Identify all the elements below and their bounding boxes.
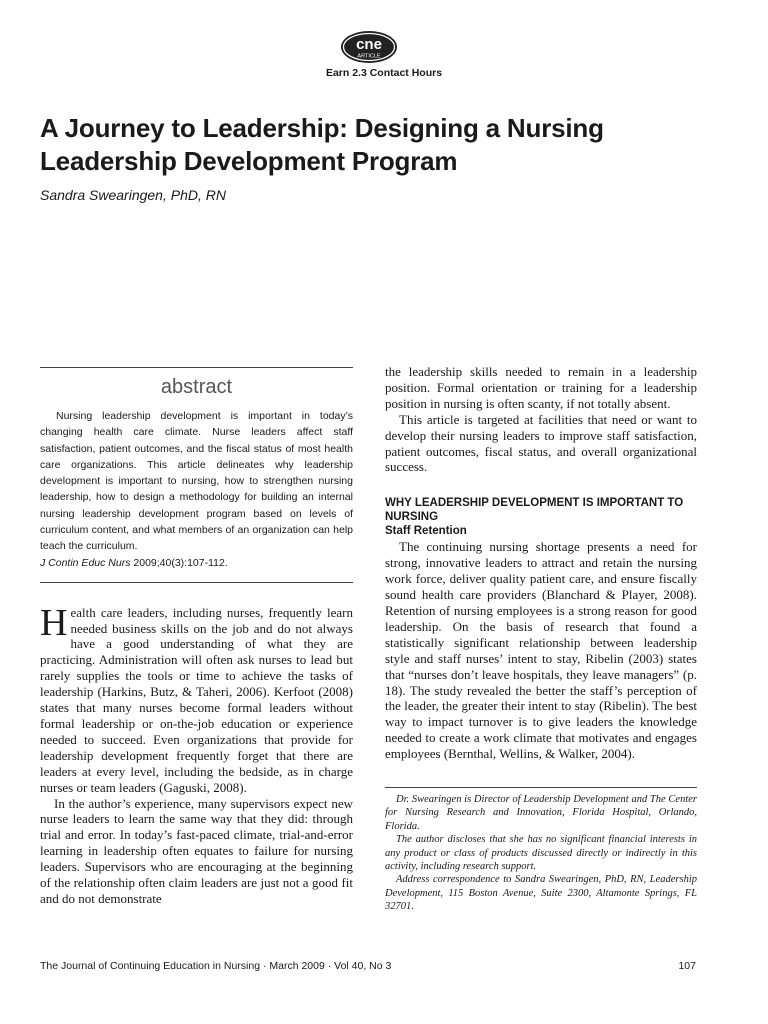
footer-journal-info: The Journal of Continuing Education in Nursing · March 2009 · Vol 40, No 3 [40, 960, 392, 972]
citation-journal: J Contin Educ Nurs [40, 556, 131, 569]
contact-hours-label: Earn 2.3 Contact Hours [325, 67, 443, 79]
body-paragraph-2: In the author’s experience, many supervisors expect new nurse leaders to learn the same way that they did: through trial and error. In today’s fast-paced climate, trial-and-error learning in leadership often equates to failure for nursing leaders. Supervisors who are encouraging at the beginning of the relationship often claim leaders are just not a good fit and do not demonstrate [40, 795, 353, 906]
body-paragraph-3: the leadership skills needed to remain in a leadership position. Formal orientation or training for a leadership position in nursing is often scanty, if not totally absent. [385, 364, 697, 411]
intro-paragraph-text: ealth care leaders, including nurses, frequently learn needed business skills on the job and do not always have a good understanding of what they are practicing. Administration will often ask nurses to lead but rarely supplies the tools or time to achieve the tasks of leadership (Harkins, Butz, & Taheri, 2006). Kerfoot (2008) states that many nurses become formal leaders without formal leadership or on-the-job education or experience needed to succeed. Even organizations that provide for leadership development frequently forget that there are leaders at every level, including the bedside, as in charge nurses or team leaders (Gaguski, 2008). [40, 604, 353, 795]
intro-paragraph [40, 601, 353, 796]
badge-sub-text: ARTICLE [357, 53, 381, 60]
article-title: A Journey to Leadership: Designing a Nursing Leadership Development Program [40, 113, 604, 176]
section-heading: WHY LEADERSHIP DEVELOPMENT IS IMPORTANT TO NURSING [385, 497, 684, 524]
abstract-citation [40, 555, 353, 571]
author-note-affiliation: Dr. Swearingen is Director of Leadership Development and The Center for Nursing Research and Innovation, Florida Hospital, Orlando, Florida. [385, 794, 697, 832]
drop-cap: H [40, 601, 68, 644]
abstract-top-rule [40, 367, 353, 368]
abstract-text: Nursing leadership development is important in today’s changing health care climate. Nurse leaders affect staff satisfaction, patient outcomes, and the fiscal status of most health care organizations. This article delineates why leadership development is important to nursing, how to strengthen nursing leadership, how to design a methodology for building an internal nursing leadership development program based on levels of curriculum content, and what members of an organization can help teach the curriculum. [40, 410, 353, 553]
cne-article-badge [340, 30, 398, 64]
subsection-heading: Staff Retention [385, 525, 467, 538]
author-note-correspondence: Address correspondence to Sandra Swearingen, PhD, RN, Leadership Development, 115 Boston Avenue, Suite 2300, Altamonte Springs, FL 32701. [385, 874, 697, 913]
left-column [40, 367, 353, 907]
abstract-heading: abstract [160, 376, 233, 398]
page-number: 107 [678, 960, 696, 972]
author-notes [385, 787, 697, 914]
author-note-disclosure: The author discloses that she has no significant financial interests in any product or class of products discussed directly or indirectly in this activity, including research support. [385, 834, 697, 873]
body-paragraph-5: The continuing nursing shortage presents a need for strong, innovative leaders to attract and retain the nursing work force, deliver quality patient care, and ensure fiscally sound health care providers (Blanchard & Player, 2008). Retention of nursing employees is a strong reason for good leadership. On the basis of research that found a statistically significant relationship between leadership style and staff nurses’ intent to stay, Ribelin (2003) states that “nurses don’t leave hospitals, they leave managers” (p. 18). The study revealed the better the staff’s perception of the leader, the greater their intent to stay (Ribelin). The best way to impact turnover is to give leaders the knowledge needed to create a work climate that motivates and engages employees (Bernthal, Wellins, & Walker, 2004). [385, 539, 697, 762]
right-column [385, 364, 697, 914]
article-author: Sandra Swearingen, PhD, RN [40, 187, 226, 203]
cne-badge-logo [340, 30, 398, 64]
body-paragraph-4: This article is targeted at facilities that need or want to develop their nursing leaders to improve staff satisfaction, patient outcomes, fiscal status, and overall organizational success. [385, 411, 697, 475]
abstract-bottom-rule [40, 582, 353, 583]
badge-main-text: cne [356, 36, 382, 53]
citation-details: 2009;40(3):107-112. [130, 556, 228, 569]
